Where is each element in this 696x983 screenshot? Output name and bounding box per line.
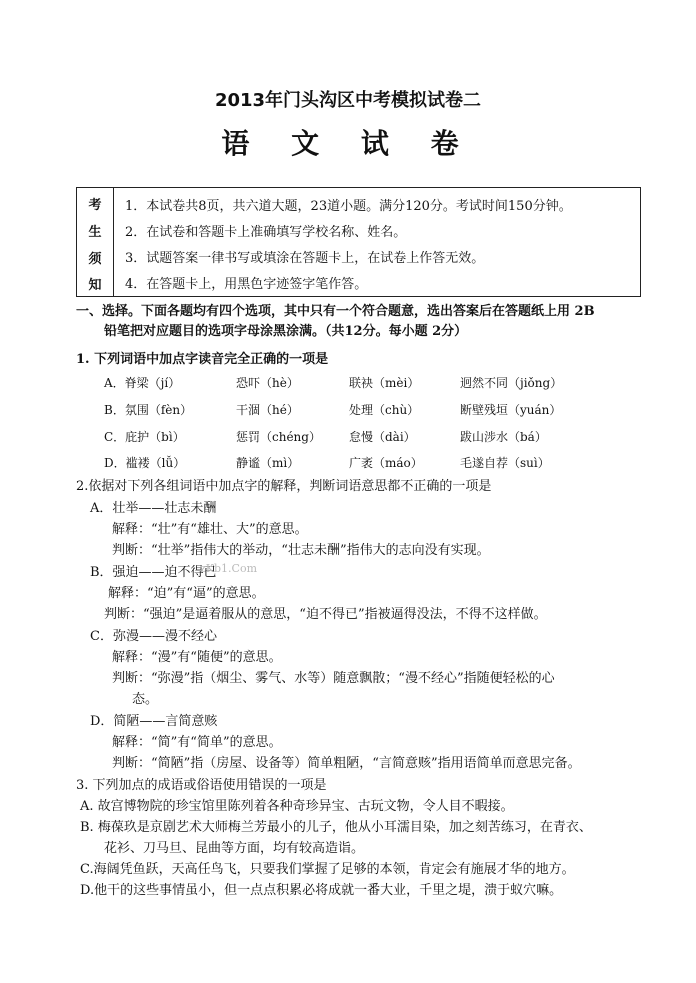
q2-option-line: 解释：“漫”有“随便”的意思。	[112, 650, 282, 665]
q3-option: A. 故宫博物院的珍宝馆里陈列着各种奇珍异宝、古玩文物，令人目不暇接。	[80, 799, 514, 814]
q1-option: 广袤（máo）	[349, 456, 423, 470]
q1-option: 处理（chù）	[349, 403, 420, 417]
q3-option: D.他干的这些事情虽小，但一点点积累必将成就一番大业，千里之堤，溃于蚁穴嘛。	[80, 883, 563, 898]
q3-stem: 3. 下列加点的成语或俗语使用错误的一项是	[76, 778, 327, 793]
q1-option: 静谧（mì）	[236, 456, 300, 470]
q2-stem: 2.依据对下列各组词语中加点字的解释，判断词语意思都不正确的一项是	[76, 479, 492, 494]
q2-option-line: 判断：“弥漫”指（烟尘、雾气、水等）随意飘散；“漫不经心”指随便轻松的心	[112, 671, 555, 686]
notice-rule: 1．本试卷共8页，共六道大题，23道小题。满分120分。考试时间150分钟。	[125, 199, 572, 214]
q2-option-line: 判断：“强迫”是逼着服从的意思，“迫不得已”指被逼得没法，不得不这样做。	[104, 607, 547, 622]
q2-option-line: 判断：“壮举”指伟大的举动，“壮志未酬”指伟大的志向没有实现。	[112, 543, 490, 558]
notice-rule: 4．在答题卡上，用黑色字迹签字笔作答。	[125, 277, 368, 292]
q2-option-line: 解释：“迫”有“逼”的意思。	[108, 586, 265, 601]
q3-option: 花衫、刀马旦、昆曲等方面，均有较高造诣。	[104, 841, 365, 856]
q1-option: C．庇护（bì）	[104, 430, 185, 444]
notice-label-char: 考	[88, 198, 102, 213]
notice-rule: 2．在试卷和答题卡上准确填写学校名称、姓名。	[125, 225, 407, 240]
q1-option: 惩罚（chéng）	[236, 430, 321, 444]
notice-label-char: 须	[88, 252, 102, 267]
watermark: zKb1.Com	[200, 562, 258, 575]
notice-box	[76, 187, 641, 297]
q3-option: C.海阔凭鱼跃，天高任鸟飞，只要我们掌握了足够的本领，肯定会有施展才华的地方。	[80, 862, 575, 877]
notice-label	[77, 188, 114, 296]
q2-option-head: C．弥漫——漫不经心	[90, 629, 217, 644]
q1-option: D．褴褛（lǚ）	[104, 456, 186, 470]
q2-option-line: 态。	[132, 692, 159, 707]
q1-option: 断壁残垣（yuán）	[460, 403, 562, 417]
q1-option: 联袂（mèi）	[349, 376, 420, 390]
q1-option: 迥然不同（jiǒng）	[460, 376, 563, 390]
q1-option: 恐吓（hè）	[236, 376, 299, 390]
subject-title: 语 文 试 卷	[221, 127, 475, 160]
section1-instruction: 铅笔把对应题目的选项字母涂黑涂满。（共12分。每小题 2分）	[104, 324, 468, 339]
q1-stem: 1. 下列词语中加点字读音完全正确的一项是	[76, 352, 329, 367]
q1-option: 跋山涉水（bá）	[460, 430, 547, 444]
notice-label-char: 生	[88, 225, 102, 240]
q1-option: B．氛围（fèn）	[104, 403, 193, 417]
q2-option-line: 判断：“简陋”指（房屋、设备等）简单粗陋，“言简意赅”指用语简单而意思完备。	[112, 756, 581, 771]
q1-option: 怠慢（dài）	[349, 430, 416, 444]
q1-option: 毛遂自荐（suì）	[460, 456, 550, 470]
section1-instruction: 一、选择。下面各题均有四个选项，其中只有一个符合题意，选出答案后在答题纸上用 2B	[76, 304, 595, 319]
notice-rule: 3．试题答案一律书写或填涂在答题卡上，在试卷上作答无效。	[125, 251, 485, 266]
q2-option-line: 解释：“简”有“简单”的意思。	[112, 735, 282, 750]
q3-option: B. 梅葆玖是京剧艺术大师梅兰芳最小的儿子，他从小耳濡目染，加之刻苦练习，在青衣、	[80, 820, 592, 835]
q2-option-line: 解释：“壮”有“雄壮、大”的意思。	[112, 522, 308, 537]
q1-option: 干涸（hé）	[236, 403, 299, 417]
q2-option-head: A．壮举——壮志未酬	[90, 501, 217, 516]
q2-option-head: D．简陋——言简意赅	[90, 714, 218, 729]
q2-option-head: B．强迫——迫不得已	[90, 565, 217, 580]
exam-title: 2013年门头沟区中考模拟试卷二	[214, 90, 482, 111]
q1-option: A．脊梁（jí）	[104, 376, 181, 390]
notice-label-char: 知	[88, 278, 102, 293]
